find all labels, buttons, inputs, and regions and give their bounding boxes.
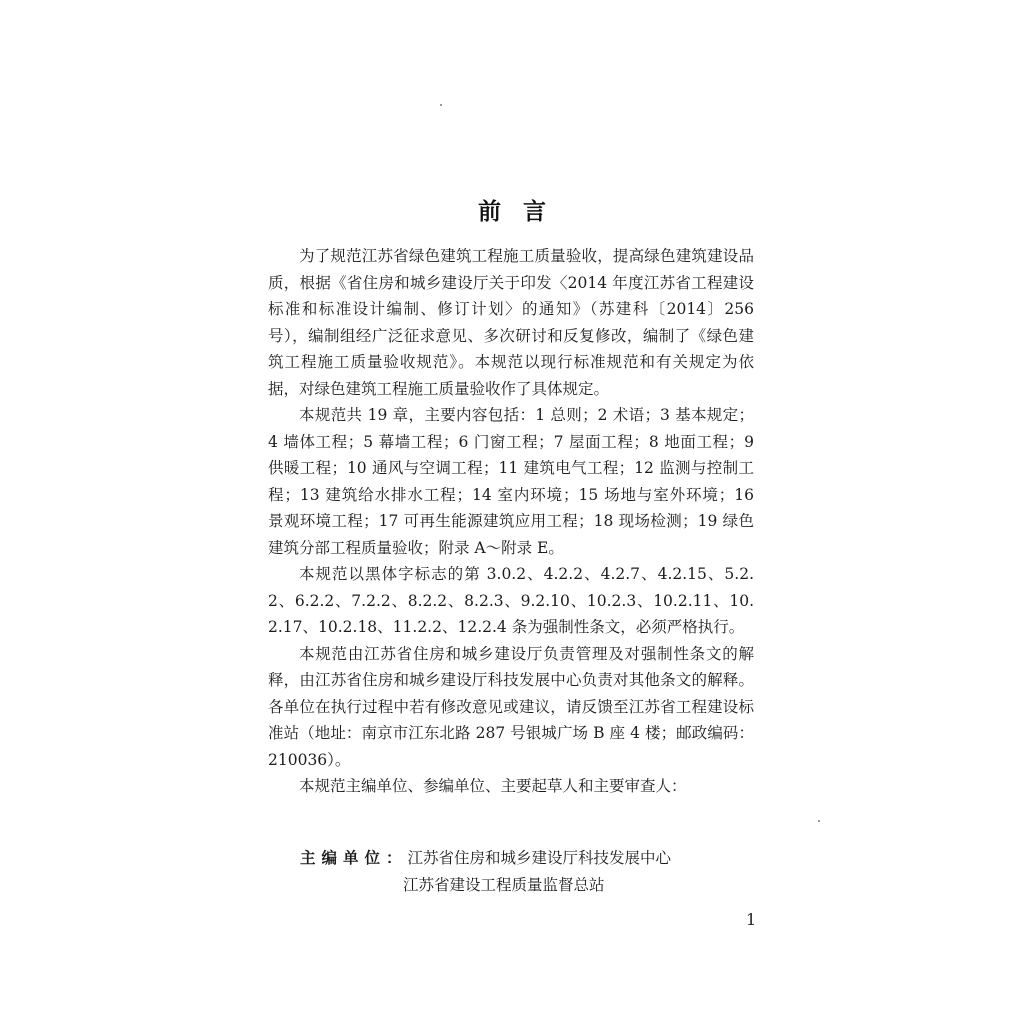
preface-body [268, 243, 754, 800]
paragraph-purpose: 为了规范江苏省绿色建筑工程施工质量验收，提高绿色建筑建设品质，根据《省住房和城乡建设厅关于印发〈2014 年度江苏省工程建设标准和标准设计编制、修订计划〉的通知》（苏建科〔2014〕256 号），编制组经广泛征求意见、多次研讨和反复修改，编制了《绿色建筑工程施工质量验收规范》。本规范以现行标准规范和有关规定为依据，对绿色建筑工程施工质量验收作了具体规定。 [268, 247, 754, 398]
page-title: 前言 [478, 199, 568, 225]
scan-speck [818, 820, 820, 822]
chief-unit-line [300, 845, 671, 872]
chief-unit-name: 江苏省建设工程质量监督总站 [403, 876, 605, 894]
chief-unit-line [403, 872, 605, 899]
chief-unit-label: 主编单位： [300, 849, 408, 867]
paragraph-mandatory-clauses: 本规范以黑体字标志的第 3.0.2、4.2.2、4.2.7、4.2.15、5.2.2、6.2.2、7.2.2、8.2.2、8.2.3、9.2.10、10.2.3、10.2.11、10.2.17、10.2.18、11.2.2、12.2.4 条为强制性条文，必须严格执行。 [268, 565, 754, 636]
paragraph-contributors-intro: 本规范主编单位、参编单位、主要起草人和主要审查人： [299, 777, 687, 795]
scan-speck [440, 104, 442, 106]
paragraph-management: 本规范由江苏省住房和城乡建设厅负责管理及对强制性条文的解释，由江苏省住房和城乡建设厅科技发展中心负责对其他条文的解释。各单位在执行过程中若有修改意见或建议，请反馈至江苏省工程建设标准站（地址：南京市江东北路 287 号银城广场 B 座 4 楼；邮政编码：210036）。 [268, 644, 754, 769]
chief-unit-name: 江苏省住房和城乡建设厅科技发展中心 [407, 849, 672, 867]
page-number: 1 [746, 910, 757, 929]
paragraph-contents: 本规范共 19 章，主要内容包括：1 总则；2 术语；3 基本规定；4 墙体工程；5 幕墙工程；6 门窗工程；7 屋面工程；8 地面工程；9 供暖工程；10 通风与空调工程；11 建筑电气工程；12 监测与控制工程；13 建筑给水排水工程；14 室内环境；15 场地与室外环境；16 景观环境工程；17 可再生能源建筑应用工程；18 现场检测；19 绿色建筑分部工程质量验收；附录 A～附录 E。 [268, 406, 754, 557]
